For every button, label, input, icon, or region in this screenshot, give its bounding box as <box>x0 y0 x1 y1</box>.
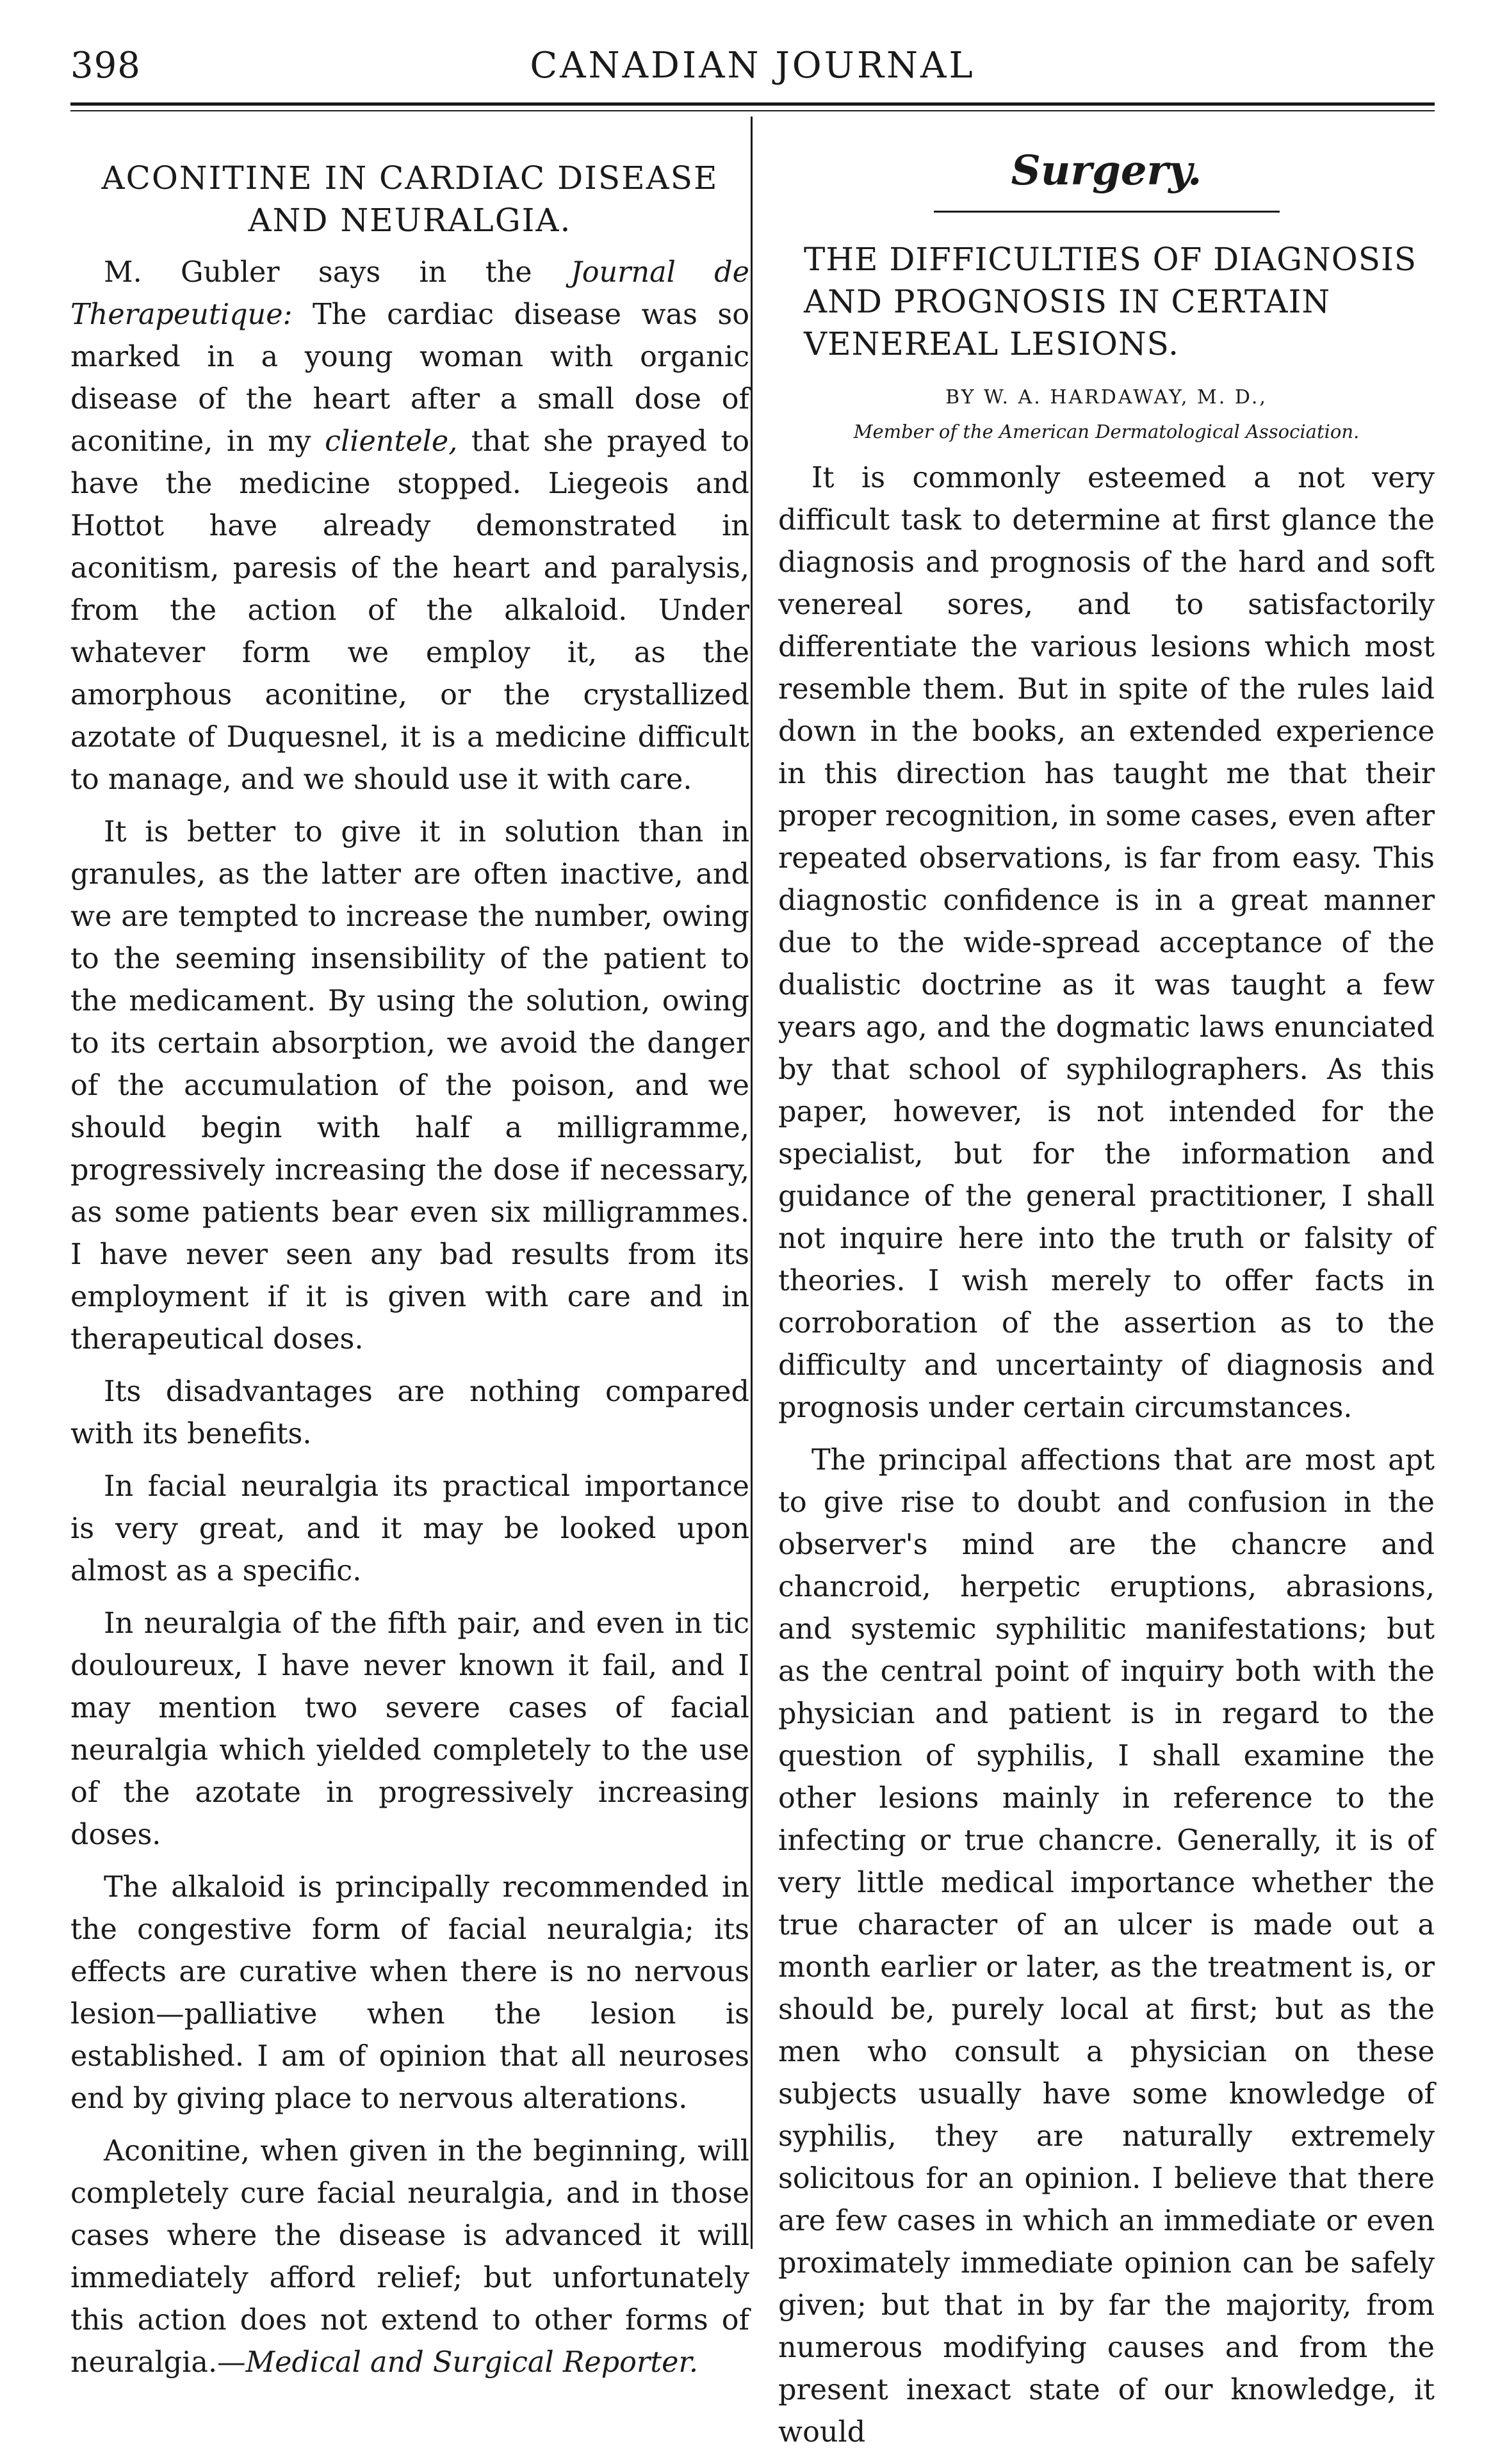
paragraph: In neuralgia of the fifth pair, and even in tic douloureux, I have never known it fail, and I may mention two severe cases of facial neuralgia which yielded completely to the use of the azotate in progressively increasing doses. <box>70 1607 749 1851</box>
paragraph: In facial neuralgia its practical importance is very great, and it may be looked upon almost as a specific. <box>70 1470 749 1587</box>
paragraph: Its disadvantages are nothing compared with its benefits. <box>70 1375 749 1450</box>
foreign-term: clientele, <box>325 425 458 458</box>
paragraph <box>70 2130 749 2384</box>
text: that she prayed to have the medicine stopped. Liegeois and Hottot have already demonstrated in aconitism, paresis of the heart and paralysis, from the action of the alkaloid. Under whatever form we employ it, as the amorphous aconitine, or the crystallized azotate of Duquesnel, it is a medicine difficult to manage, and we should use it with care. <box>70 425 749 796</box>
page-number: 398 <box>70 45 141 86</box>
running-title: CANADIAN JOURNAL <box>530 45 975 86</box>
text: Aconitine, when given in the beginning, will completely cure facial neuralgia, and in those cases where the disease is advanced it will immediately afford relief; but unfortunately this action does not extend to other forms of neuralgia.— <box>70 2135 749 2379</box>
column-divider <box>751 117 753 2249</box>
author-byline: BY W. A. HARDAWAY, M. D., <box>945 386 1268 409</box>
source-citation: Medical and Surgical Reporter. <box>245 2346 698 2379</box>
paragraph <box>70 252 749 801</box>
author-affiliation: Member of the American Dermatological Association. <box>853 421 1360 442</box>
article-title-venereal: THE DIFFICULTIES OF DIAGNOSIS AND PROGNOSIS IN CERTAIN VENEREAL LESIONS. <box>804 241 1417 362</box>
page-header <box>70 45 1435 96</box>
right-column <box>778 144 1435 2464</box>
header-rule-thin <box>70 110 1435 111</box>
section-heading-surgery: Surgery. <box>1011 147 1202 195</box>
article-title-aconitine: ACONITINE IN CARDIAC DISEASE AND NEURALGIA. <box>101 159 719 239</box>
paragraph: The alkaloid is principally recommended in the congestive form of facial neuralgia; its effects are curative when there is no nervous lesion—palliative when the lesion is established. I am of opinion that all neuroses end by giving place to nervous alterations. <box>70 1871 749 2115</box>
paragraph: The principal affections that are most apt to give rise to doubt and confusion in the observer's mind are the chancre and chancroid, herpetic eruptions, abrasions, and systemic syphilitic manifestations; but as the central point of inquiry both with the physician and patient is in regard to the question of syphilis, I shall examine the other lesions mainly in reference to the infecting or true chancre. Generally, it is of very little medical importance whether the true character of an ulcer is made out a month earlier or later, as the treatment is, or should be, purely local at first; but as the men who consult a physician on these subjects usually have some knowledge of syphilis, they are naturally extremely solicitous for an opinion. I believe that there are few cases in which an immediate or even proximately immediate opinion can be safely given; but that in by far the majority, from numerous modifying causes and from the present inexact state of our knowledge, it would <box>778 1444 1435 2449</box>
section-rule <box>934 211 1280 213</box>
text: M. Gubler says in the <box>104 256 571 289</box>
header-rule <box>70 102 1435 106</box>
text: The cardiac disease was so marked in a young woman with organic disease of the heart after a small dose of aconitine, in my <box>70 298 749 458</box>
paragraph: It is commonly esteemed a not very difficult task to determine at first glance the diagnosis and prognosis of the hard and soft venereal sores, and to satisfactorily differentiate the various lesions which most resemble them. But in spite of the rules laid down in the books, an extended experience in this direction has taught me that their proper recognition, in some cases, even after repeated observations, is far from easy. This diagnostic confidence is in a great manner due to the wide-spread acceptance of the dualistic doctrine as it was taught a few years ago, and the dogmatic laws enunciated by that school of syphilographers. As this paper, however, is not intended for the specialist, but for the information and guidance of the general practitioner, I shall not inquire here into the truth or falsity of theories. I wish merely to offer facts in corroboration of the assertion as to the difficulty and uncertainty of diagnosis and prognosis under certain circumstances. <box>778 462 1435 1424</box>
journal-name: Journal de Therapeutique: <box>70 256 750 331</box>
paragraph: It is better to give it in solution than in granules, as the latter are often inactive, and we are tempted to increase the number, owing to the seeming insensibility of the patient to the medicament. By using the solution, owing to its certain absorption, we avoid the danger of the accumulation of the poison, and we should begin with half a milligramme, progressively increasing the dose if necessary, as some patients bear even six milligrammes. I have never seen any bad results from its employment if it is given with care and in therapeutical doses. <box>70 816 749 1356</box>
left-column <box>70 144 749 2394</box>
